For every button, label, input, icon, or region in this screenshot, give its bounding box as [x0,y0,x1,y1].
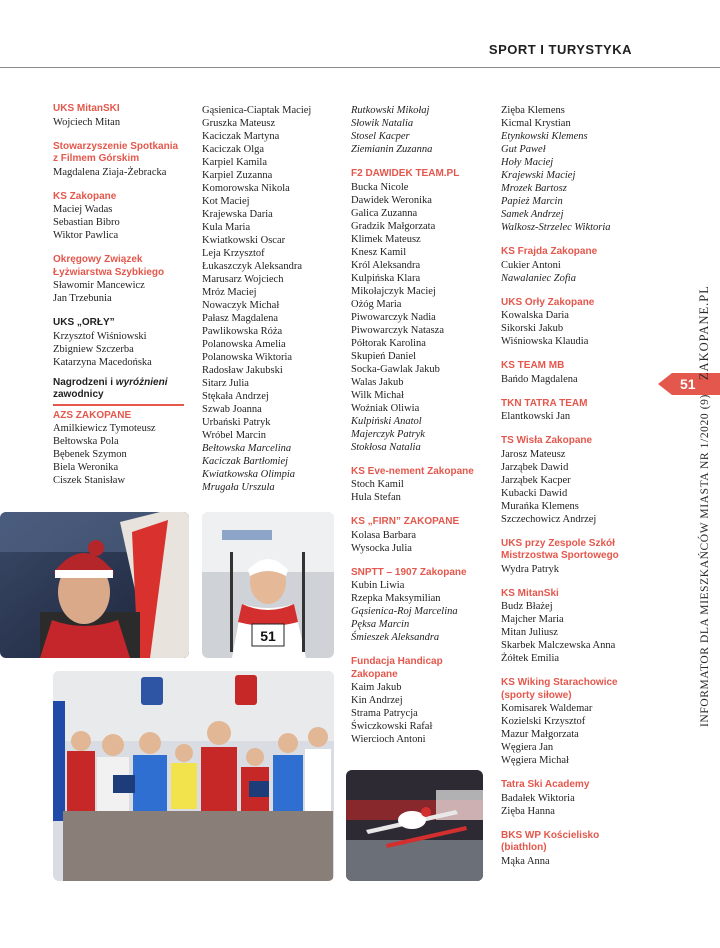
person-name: Mróz Maciej [202,287,257,298]
person-name-italic: Pęksa Marcin [351,619,410,630]
person-name: Galica Zuzanna [351,207,418,219]
person-name: Wiercioch Antoni [351,734,426,745]
club-heading: KS TEAM MB [501,360,565,371]
person-name: Kowalska Daria [501,310,569,321]
page-marker-arrow [658,373,672,395]
person-name: Polanowska Amelia [202,339,286,350]
website-url: ZAKOPANE.PL [697,285,711,381]
person-name: Król Aleksandra [351,259,421,271]
person-name: Sitarz Julia [202,378,249,389]
person-name: Hula Stefan [351,492,401,503]
person-name: Amilkiewicz Tymoteusz [53,423,156,434]
club-heading: Okręgowy Związek [53,254,143,265]
person-name: Skarbek Malczewska Anna [501,640,616,651]
person-name: Wiktor Pawlica [53,230,119,241]
ski-jumper-portrait-photo [0,512,189,658]
person-name: Klimek Mateusz [351,233,421,245]
person-name-italic: Papież Marcin [501,196,563,207]
person-name: Walas Jakub [351,376,404,388]
header-divider [0,67,720,68]
club-heading: (biathlon) [501,842,547,853]
page-number: 51 [672,373,720,395]
person-name: Elantkowski Jan [501,411,571,422]
person-name: Kubacki Dawid [501,487,568,499]
person-name: Majcher Maria [501,614,564,625]
person-name-italic: Nawalaniec Zofia [501,272,576,284]
person-name-italic: Śmieszek Aleksandra [351,632,440,643]
club-heading: AZS ZAKOPANE [53,409,132,421]
person-name: Kozielski Krzysztof [501,716,586,727]
person-name-italic: Stosel Kacper [351,131,410,142]
club-heading: UKS Orły Zakopane [501,296,595,308]
person-name: Gąsienica-Ciaptak Maciej [202,105,312,116]
person-name: Magdalena Ziaja-Żebracka [53,166,167,178]
person-name-italic: Gąsienica-Roj Marcelina [351,606,458,617]
person-name: Bańdo Magdalena [501,373,578,385]
person-name: Woźniak Oliwia [351,402,420,414]
person-name-italic: Majerczyk Patryk [351,428,425,440]
person-name: Zbigniew Szczerba [53,343,134,355]
person-name-italic: Mrozek Bartosz [501,183,567,194]
person-name: Zięba Hanna [501,805,555,817]
column-4 [501,104,641,868]
person-name: Gruszka Mateusz [202,118,276,129]
person-name: Rzepka Maksymilian [351,593,441,604]
person-name: Łukaszczyk Aleksandra [202,261,303,272]
person-name: Wysocka Julia [351,542,412,554]
person-name: Stoch Kamil [351,479,404,490]
person-name-italic: Hoły Maciej [501,157,554,168]
column-1 [53,103,191,487]
person-name: Kaciczak Olga [202,144,265,155]
person-name: Polanowska Wiktoria [202,352,293,363]
person-name: Krzysztof Wiśniowski [53,330,147,342]
person-name: Szwab Joanna [202,404,262,415]
section-title: SPORT I TURYSTYKA [488,42,632,57]
person-name: Socka-Gawlak Jakub [351,363,440,375]
person-name-italic: Samek Andrzej [501,209,564,220]
person-name: Murańka Klemens [501,500,579,512]
awards-heading: zawodnicy [53,389,104,400]
club-heading: (sporty siłowe) [501,689,572,701]
person-name: Mąka Anna [501,855,550,867]
club-heading: SNPTT – 1907 Zakopane [351,566,467,578]
person-name: Kaim Jakub [351,682,402,693]
person-name: Kot Maciej [202,196,250,207]
person-name: Piwowarczyk Nadia [351,311,436,323]
person-name: Jarosz Mateusz [501,448,566,460]
club-heading: KS „FIRN” ZAKOPANE [351,516,460,527]
accent-divider [53,404,184,406]
person-name: Wiśniowska Klaudia [501,336,589,347]
person-name: Kula Maria [202,222,251,233]
person-name: Kubin Liwia [351,580,405,591]
person-name-italic: Słowik Natalia [351,118,414,129]
person-name: Nowaczyk Michał [202,300,280,311]
person-name: Jarząbek Dawid [501,461,569,473]
person-name: Skupień Daniel [351,350,417,362]
club-heading: KS MitanSki [501,587,559,599]
biathlete-photo [202,512,334,658]
person-name: Kaciczak Martyna [202,131,280,142]
person-name: Knesz Kamil [351,246,407,258]
person-name: Marusarz Wojciech [202,274,284,285]
person-name: Mazur Małgorzata [501,729,579,740]
person-name: Kulpińska Klara [351,272,421,284]
person-name: Jan Trzebunia [53,293,112,304]
person-name: Cukier Antoni [501,259,561,271]
person-name: Wróbel Marcin [202,430,267,441]
club-heading: Zakopane [351,668,398,680]
person-name: Szczechowicz Andrzej [501,513,597,525]
person-name-italic: Bełtowska Marcelina [202,443,292,454]
award-ceremony-photo [53,671,334,881]
person-name: Wilk Michał [351,389,404,401]
club-heading: Łyżwiarstwa Szybkiego [53,266,165,278]
person-name: Kicmal Krystian [501,118,571,129]
person-name: Bucka Nicole [351,181,409,193]
person-name: Kolasa Barbara [351,529,417,541]
person-name-italic: Rutkowski Mikołaj [351,105,430,116]
person-name: Żółtek Emilia [501,653,560,664]
club-heading: Fundacja Handicap [351,656,443,667]
club-heading: Mistrzostwa Sportowego [501,550,619,561]
club-heading: UKS „ORŁY” [53,317,115,328]
person-name: Sikorski Jakub [501,323,564,334]
person-name: Pałasz Magdalena [202,313,279,324]
club-heading: KS Zakopane [53,190,117,202]
person-name: Węgiera Michał [501,755,569,766]
club-heading: KS Eve-nement Zakopane [351,465,474,477]
person-name: Strama Patrycja [351,708,418,719]
person-name: Półtorak Karolina [351,337,426,349]
svg-text:51: 51 [260,628,276,644]
club-heading: BKS WP Kościelisko [501,829,600,841]
person-name: Bębenek Szymon [53,449,127,460]
person-name: Sławomir Mancewicz [53,280,145,291]
club-heading: UKS przy Zespole Szkół [501,537,615,549]
person-name: Świczkowski Rafał [351,721,433,732]
club-heading: KS Wiking Starachowice [501,677,618,688]
person-name: Kin Andrzej [351,695,403,706]
person-name: Stękała Andrzej [202,391,269,402]
person-name: Węgiera Jan [501,742,554,753]
person-name: Budz Błażej [501,601,553,612]
person-name: Sebastian Bibro [53,217,120,228]
person-name: Pawlikowska Róża [202,326,283,337]
club-heading: UKS MitanSKI [53,103,120,114]
club-heading: TS Wisła Zakopane [501,435,593,446]
person-name: Urbański Patryk [202,417,271,428]
person-name-italic: Walkosz-Strzelec Wiktoria [501,222,611,233]
column-3 [351,104,491,746]
column-2 [202,104,332,494]
club-heading: z Filmem Górskim [53,153,140,164]
person-name: Komisarek Waldemar [501,703,593,714]
person-name: Katarzyna Macedońska [53,356,152,368]
person-name: Kwiatkowski Oscar [202,235,286,246]
person-name-italic: Etynkowski Klemens [501,131,588,142]
person-name: Krajewska Daria [202,209,273,220]
person-name: Biela Weronika [53,462,119,473]
person-name: Ożóg Maria [351,298,402,310]
club-heading: TKN TATRA TEAM [501,397,588,409]
person-name-italic: Kaciczak Bartłomiej [202,456,289,467]
club-heading: F2 DAWIDEK TEAM.PL [351,168,460,179]
person-name: Jarząbek Kacper [501,474,571,486]
person-name: Ciszek Stanisław [53,475,126,486]
club-heading: Stowarzyszenie Spotkania [53,140,179,152]
ski-jump-action-photo [346,770,483,881]
person-name-italic: Gut Paweł [501,144,546,155]
person-name: Piwowarczyk Natasza [351,324,445,336]
person-name: Zięba Klemens [501,105,565,116]
person-name: Mikołajczyk Maciej [351,285,436,297]
person-name: Bełtowska Pola [53,436,119,447]
person-name-italic: Ziemianin Zuzanna [351,144,433,155]
person-name: Dawidek Weronika [351,194,432,206]
person-name-italic: Kwiatkowska Olimpia [202,469,296,480]
person-name: Mitan Juliusz [501,627,558,638]
person-name: Komorowska Nikola [202,183,290,194]
person-name-italic: Stokłosa Natalia [351,441,421,453]
awards-heading: Nagrodzeni i wyróżnieni [53,376,168,388]
person-name: Radosław Jakubski [202,365,283,376]
informator-title: INFORMATOR DLA MIESZKAŃCÓW MIASTA NR 1/2020 (9) [699,394,711,727]
person-name: Badałek Wiktoria [501,792,575,804]
person-name-italic: Mrugała Urszula [202,482,275,493]
person-name-italic: Krajewski Maciej [501,170,576,181]
publication-info [697,285,712,727]
person-name: Leja Krzysztof [202,248,265,259]
person-name: Gradzik Małgorzata [351,220,436,232]
club-heading: Tatra Ski Academy [501,779,590,790]
person-name-italic: Kulpiński Anatol [351,415,422,427]
club-heading: KS Frajda Zakopane [501,246,598,257]
person-name: Maciej Wadas [53,204,113,215]
person-name: Karpiel Kamila [202,157,268,168]
person-name: Karpiel Zuzanna [202,170,273,181]
person-name: Wydra Patryk [501,563,559,575]
person-name: Wojciech Mitan [53,116,121,128]
